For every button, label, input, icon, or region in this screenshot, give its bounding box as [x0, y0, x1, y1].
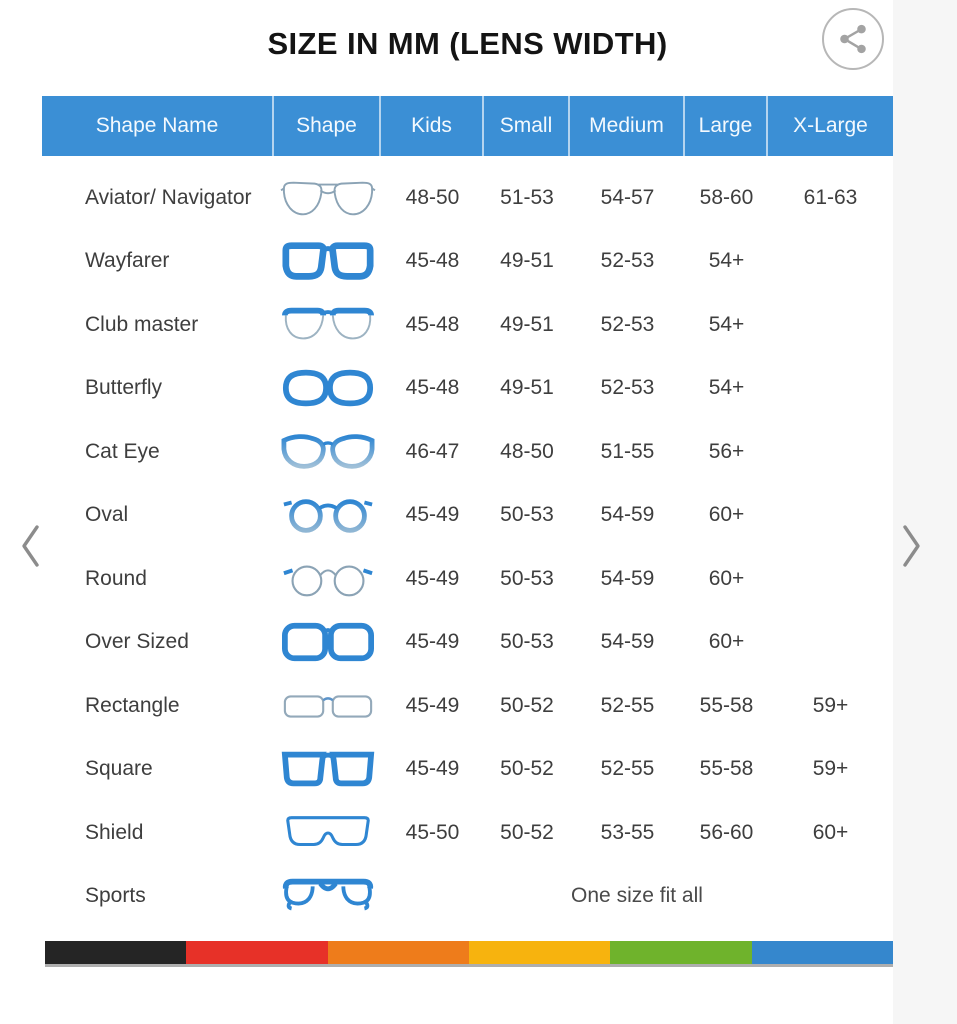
- size-value: 52-55: [600, 693, 655, 717]
- size-value: 59+: [812, 757, 849, 781]
- wayfarer-glasses-icon: [274, 238, 381, 284]
- size-value: 54-59: [600, 630, 655, 654]
- oversized-glasses-icon: [274, 619, 381, 665]
- size-value: 54-59: [600, 503, 655, 527]
- oval-glasses-icon: [274, 492, 381, 538]
- stripe-segment: [610, 941, 751, 964]
- table-row: [42, 484, 893, 548]
- size-value: 49-51: [500, 312, 554, 336]
- size-value: 45-48: [405, 312, 460, 336]
- cateye-glasses-icon: [274, 429, 381, 475]
- size-value: 54-59: [600, 566, 655, 590]
- size-value: 45-50: [405, 820, 460, 844]
- shape-name-label: Over Sized: [85, 630, 189, 654]
- size-value: 54+: [708, 312, 745, 336]
- size-value: 50-53: [500, 630, 554, 654]
- table-row: [42, 357, 893, 421]
- column-header: Small: [484, 96, 570, 156]
- size-value: 54-57: [600, 185, 655, 209]
- shape-name-label: Oval: [85, 503, 129, 527]
- size-value: 58-60: [699, 185, 754, 209]
- rectangle-glasses-icon: [274, 683, 381, 729]
- shape-name-label: Round: [85, 566, 147, 590]
- size-value: 56+: [708, 439, 745, 463]
- table-row: [42, 293, 893, 357]
- size-value: 51-55: [600, 439, 655, 463]
- table-row: [42, 166, 893, 230]
- table-header: [42, 96, 893, 156]
- column-header: Large: [685, 96, 768, 156]
- chevron-right-icon: [896, 520, 926, 572]
- butterfly-glasses-icon: [274, 365, 381, 411]
- shape-name-label: Sports: [85, 884, 146, 908]
- column-header: Shape: [274, 96, 381, 156]
- column-header: Kids: [381, 96, 484, 156]
- shape-name-label: Shield: [85, 820, 144, 844]
- table-row: [42, 547, 893, 611]
- size-value: 51-53: [500, 185, 554, 209]
- table-row: [42, 420, 893, 484]
- share-button[interactable]: [822, 8, 884, 70]
- table-rows: [42, 156, 893, 928]
- size-value: 45-49: [405, 630, 460, 654]
- aviator-glasses-icon: [274, 175, 381, 221]
- size-value: 50-52: [500, 757, 554, 781]
- shape-name-label: Cat Eye: [85, 439, 160, 463]
- size-value: 45-49: [405, 693, 460, 717]
- size-value: 52-53: [600, 376, 655, 400]
- column-header: Medium: [570, 96, 685, 156]
- shape-name-label: Butterfly: [85, 376, 163, 400]
- stripe-segment: [45, 941, 186, 964]
- size-value: 49-51: [500, 249, 554, 273]
- size-value: 59+: [812, 693, 849, 717]
- size-value: 50-52: [500, 820, 554, 844]
- shape-name-label: Club master: [85, 312, 199, 336]
- size-value: 60+: [812, 820, 849, 844]
- carousel-prev-button[interactable]: [14, 518, 48, 574]
- table-row: [42, 801, 893, 865]
- size-value: 56-60: [699, 820, 754, 844]
- size-value: 48-50: [405, 185, 460, 209]
- size-value: 45-49: [405, 503, 460, 527]
- page-title: SIZE IN MM (LENS WIDTH): [267, 26, 668, 61]
- table-row: [42, 230, 893, 294]
- size-value: 61-63: [803, 185, 858, 209]
- table-row: [42, 611, 893, 675]
- size-value: 45-48: [405, 376, 460, 400]
- table-row: [42, 674, 893, 738]
- column-header: X-Large: [793, 114, 868, 137]
- table-row: [42, 865, 893, 929]
- stripe-segment: [186, 941, 327, 964]
- size-table: [42, 96, 893, 928]
- stripe-segment: [469, 941, 610, 964]
- shape-name-label: Aviator/ Navigator: [85, 185, 252, 209]
- one-size-note: One size fit all: [571, 884, 703, 908]
- clubmaster-glasses-icon: [274, 302, 381, 348]
- round-glasses-icon: [274, 556, 381, 602]
- stripe-shadow: [45, 964, 893, 967]
- shape-name-label: Square: [85, 757, 153, 781]
- size-value: 55-58: [699, 693, 754, 717]
- size-value: 54+: [708, 376, 745, 400]
- size-value: 45-48: [405, 249, 460, 273]
- table-row: [42, 738, 893, 802]
- shape-name-label: Wayfarer: [85, 249, 170, 273]
- size-value: 54+: [708, 249, 745, 273]
- size-value: 45-49: [405, 757, 460, 781]
- size-value: 52-55: [600, 757, 655, 781]
- stripe-segment: [328, 941, 469, 964]
- shape-name-label: Rectangle: [85, 693, 180, 717]
- chevron-left-icon: [16, 520, 46, 572]
- size-value: 45-49: [405, 566, 460, 590]
- square-glasses-icon: [274, 746, 381, 792]
- size-value: 49-51: [500, 376, 554, 400]
- size-value: 60+: [708, 503, 745, 527]
- size-value: 48-50: [500, 439, 554, 463]
- right-margin-strip: [893, 0, 957, 1024]
- share-icon: [836, 22, 870, 56]
- size-value: 50-53: [500, 503, 554, 527]
- sports-glasses-icon: [274, 873, 381, 919]
- bottom-color-stripe: [45, 941, 893, 964]
- size-value: 46-47: [405, 439, 460, 463]
- size-value: 55-58: [699, 757, 754, 781]
- column-header: Shape Name: [42, 96, 274, 156]
- size-value: 53-55: [600, 820, 655, 844]
- size-value: 60+: [708, 630, 745, 654]
- size-value: 60+: [708, 566, 745, 590]
- size-value: 50-52: [500, 693, 554, 717]
- size-value: 52-53: [600, 312, 655, 336]
- size-value: 52-53: [600, 249, 655, 273]
- size-value: 50-53: [500, 566, 554, 590]
- carousel-next-button[interactable]: [894, 518, 928, 574]
- stripe-segment: [752, 941, 893, 964]
- shield-glasses-icon: [274, 810, 381, 856]
